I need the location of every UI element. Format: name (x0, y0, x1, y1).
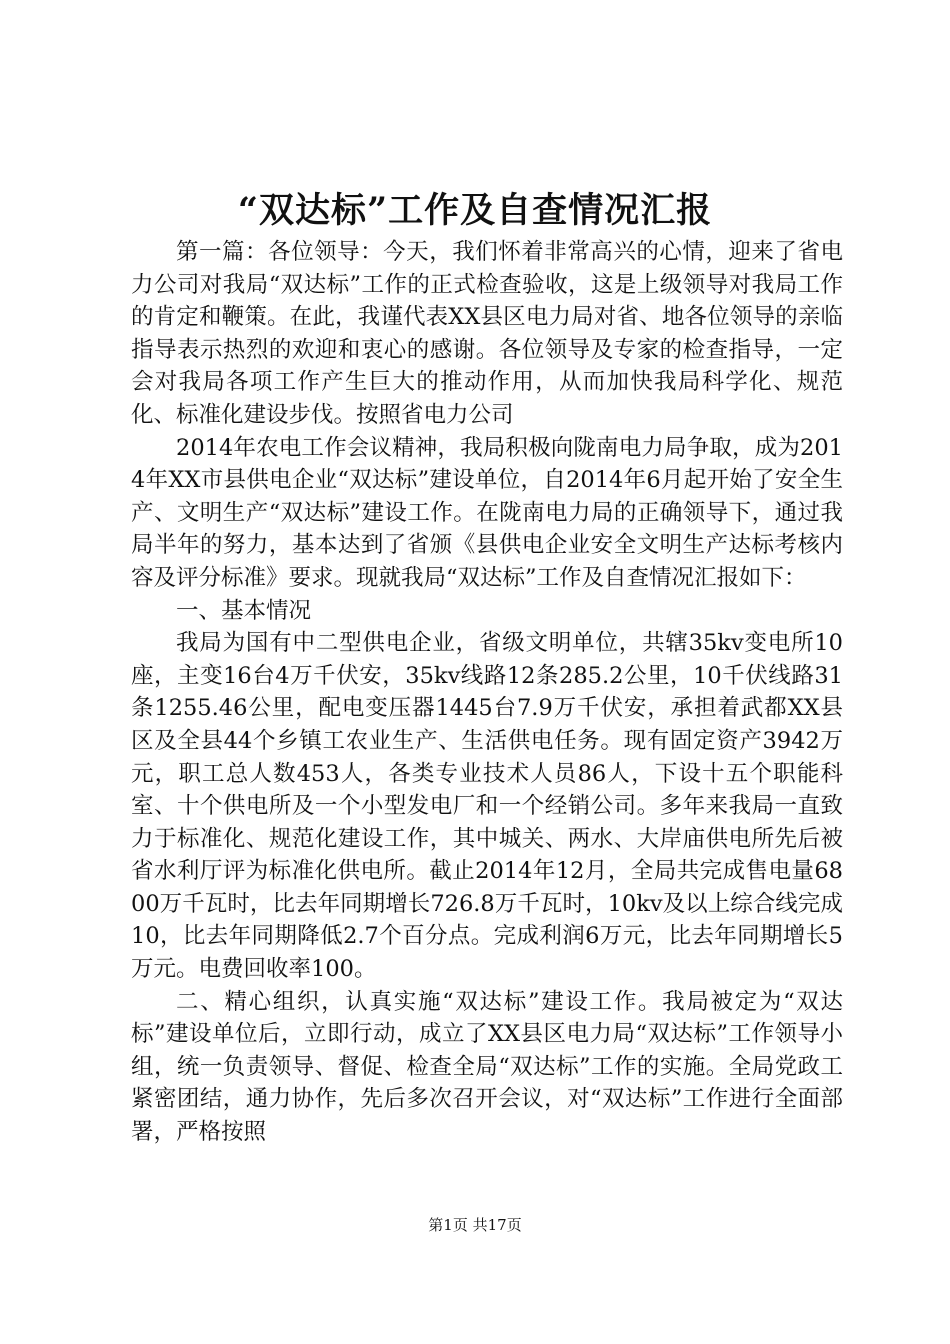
paragraph-2: 2014年农电工作会议精神，我局积极向陇南电力局争取，成为2014年XX市县供电企业“双达标”建设单位，自2014年6月起开始了安全生产、文明生产“双达标”建设工作。在陇南电力局的正确领导下，通过我局半年的努力，基本达到了省颁《县供电企业安全文明生产达标考核内容及评分标准》要求。现就我局“双达标”工作及自查情况汇报如下： (131, 434, 843, 591)
document-title: “双达标”工作及自查情况汇报 (237, 190, 713, 231)
paragraph-4: 二、精心组织，认真实施“双达标”建设工作。我局被定为“双达标”建设单位后，立即行动，成立了XX县区电力局“双达标”工作领导小组，统一负责领导、督促、检查全局“双达标”工作的实施。全局党政工紧密团结，通力协作，先后多次召开会议，对“双达标”工作进行全面部署，严格按照 (131, 988, 843, 1146)
section-heading-basic-situation: 一、基本情况 (176, 597, 312, 624)
document-body (131, 236, 843, 1149)
page-number-footer: 第1页 共17页 (428, 1216, 522, 1234)
paragraph-3: 我局为国有中二型供电企业，省级文明单位，共辖35kv变电所10座，主变16台4万千伏安，35kv线路12条285.2公里，10千伏线路31条1255.46公里，配电变压器1445台7.9万千伏安，承担着武都XX县区及全县44个乡镇工农业生产、生活供电任务。现有固定资产3942万元，职工总人数453人，各类专业技术人员86人，下设十五个职能科室、十个供电所及一个小型发电厂和一个经销公司。多年来我局一直致力于标准化、规范化建设工作，其中城关、两水、大岸庙供电所先后被省水利厅评为标准化供电所。截止2014年12月，全局共完成售电量6800万千瓦时，比去年同期增长726.8万千瓦时，10kv及以上综合线完成10，比去年同期降低2.7个百分点。完成利润6万元，比去年同期增长5万元。电费回收率100。 (131, 630, 843, 983)
paragraph-1: 第一篇：各位领导：今天，我们怀着非常高兴的心情，迎来了省电力公司对我局“双达标”工作的正式检查验收，这是上级领导对我局工作的肯定和鞭策。在此，我谨代表XX县区电力局对省、地各位领导的亲临指导表示热烈的欢迎和衷心的感谢。各位领导及专家的检查指导，一定会对我局各项工作产生巨大的推动作用，从而加快我局科学化、规范化、标准化建设步伐。按照省电力公司 (131, 239, 843, 428)
